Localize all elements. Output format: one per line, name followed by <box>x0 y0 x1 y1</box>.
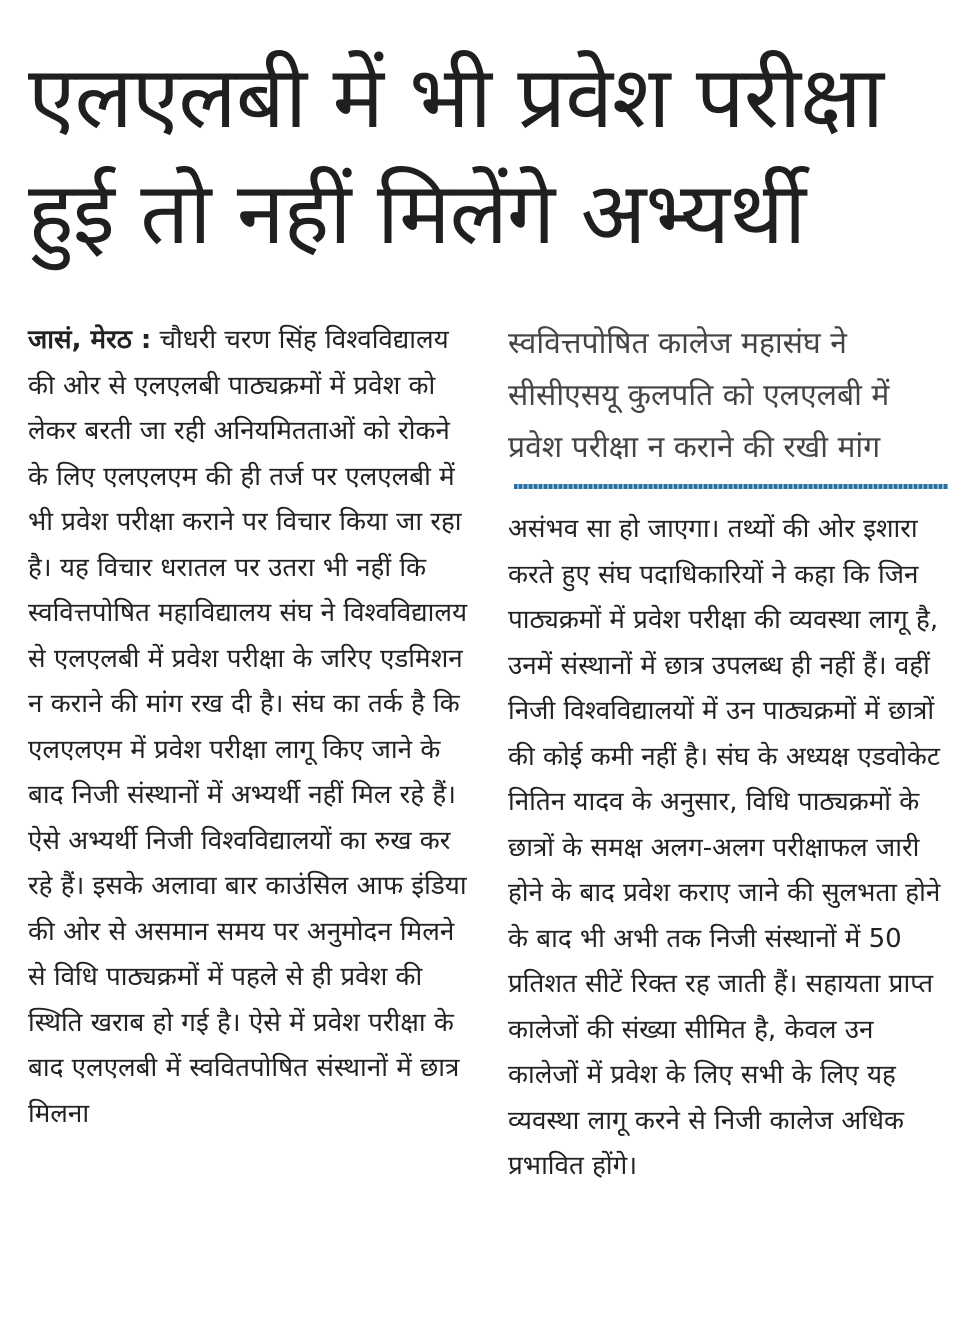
divider-rule <box>514 484 948 489</box>
left-body-text: चौधरी चरण सिंह विश्वविद्यालय की ओर से एलएलबी पाठ्यक्रमों में प्रवेश को लेकर बरती जा रही अनियमितताओं को रोकने के लिए एलएलएम की ही तर्ज पर एलएलबी में भी प्रवेश परीक्षा कराने पर विचार किया जा रहा है। यह विचार धरातल पर उतरा भी नहीं कि स्ववित्तपोषित महाविद्यालय संघ ने विश्वविद्यालय से एलएलबी में प्रवेश परीक्षा के जरिए एडमिशन न कराने की मांग रख दी है। संघ का तर्क है कि एलएलएम में प्रवेश परीक्षा लागू किए जाने के बाद निजी संस्थानों में अभ्यर्थी नहीं मिल रहे हैं। ऐसे अभ्यर्थी निजी विश्वविद्यालयों का रुख कर रहे हैं। इसके अलावा बार काउंसिल आफ इंडिया की ओर से असमान समय पर अनुमोदन मिलने से विधि पाठ्यक्रमों में पहले से ही प्रवेश की स्थिति खराब हो गई है। ऐसे में प्रवेश परीक्षा के बाद एलएलबी में स्ववितपोषित संस्थानों में छात्र मिलना <box>28 325 468 1129</box>
dateline: जासं, मेरठ : <box>28 325 152 355</box>
subheadline: स्ववित्तपोषित कालेज महासंघ ने सीसीएसयू कुलपति को एलएलबी में प्रवेश परीक्षा न कराने की रखी मांग <box>508 326 890 465</box>
right-body-text: असंभव सा हो जाएगा। तथ्यों की ओर इशारा करते हुए संघ पदाधिकारियों ने कहा कि जिन पाठ्यक्रमों में प्रवेश परीक्षा की व्यवस्था लागू है, उनमें संस्थानों में छात्र उपलब्ध ही नहीं हैं। वहीं निजी विश्वविद्यालयों में उन पाठ्यक्रमों में छात्रों की कोई कमी नहीं है। संघ के अध्यक्ष एडवोकेट नितिन यादव के अनुसार, विधि पाठ्यक्रमों के छात्रों के समक्ष अलग-अलग परीक्षाफल जारी होने के बाद प्रवेश कराए जाने की सुलभता होने के बाद भी अभी तक निजी संस्थानों में 50 प्रतिशत सीटें रिक्त रह जाती हैं। सहायता प्राप्त कालेजों की संख्या सीमित है, केवल उन कालेजों में प्रवेश के लिए सभी के लिए यह व्यवस्था लागू करने से निजी कालेज अधिक प्रभावित होंगे। <box>508 514 941 1181</box>
article-headline: एलएलबी में भी प्रवेश परीक्षा हुई तो नहीं मिलेंगे अभ्यर्थी <box>28 48 884 264</box>
left-body <box>28 318 478 1137</box>
left-column <box>28 318 478 1137</box>
right-column <box>508 318 948 1190</box>
